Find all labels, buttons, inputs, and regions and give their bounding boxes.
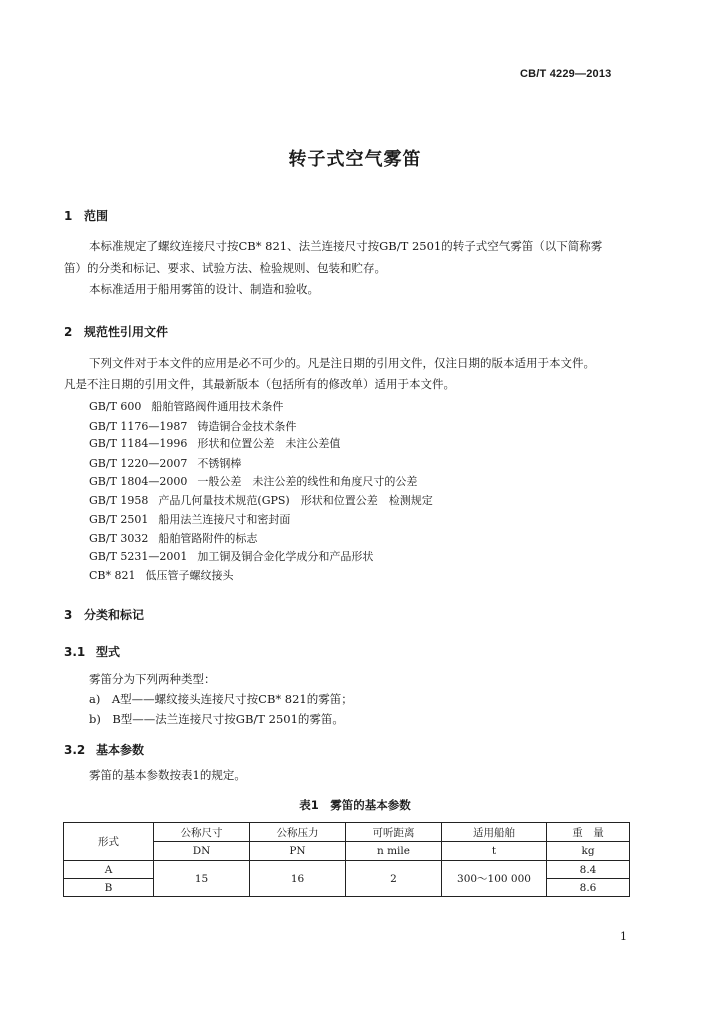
- reference-code: GB/T 3032: [89, 532, 149, 545]
- cell-pn: 16: [250, 861, 346, 897]
- params-intro: 雾笛的基本参数按表1的规定。: [89, 768, 246, 782]
- page-number: 1: [620, 930, 627, 943]
- cell-ship: 300～100 000: [442, 861, 547, 897]
- reference-item: [89, 492, 433, 508]
- cell-dn: 15: [154, 861, 250, 897]
- table-caption: 表1 雾笛的基本参数: [299, 798, 411, 812]
- header-dn: 公称尺寸: [154, 823, 250, 842]
- reference-item: [89, 530, 257, 546]
- unit-ship: t: [442, 842, 547, 861]
- table-row: [64, 861, 630, 879]
- reference-code: GB/T 2501: [89, 513, 149, 526]
- reference-item: [89, 435, 340, 451]
- reference-item: [89, 567, 234, 583]
- section-title: 基本参数: [96, 743, 145, 757]
- header-form: 形式: [64, 823, 154, 861]
- section-3-2-heading: [64, 741, 144, 758]
- section-title: 型式: [96, 645, 121, 659]
- unit-dn: DN: [154, 842, 250, 861]
- unit-pn: PN: [250, 842, 346, 861]
- reference-code: GB/T 1176—1987: [89, 420, 188, 433]
- header-weight: 重 量: [547, 823, 630, 842]
- reference-code: GB/T 600: [89, 400, 142, 413]
- reference-item: [89, 473, 417, 489]
- section-title: 范围: [84, 209, 109, 223]
- references-intro-line2: 凡是不注日期的引用文件，其最新版本（包括所有的修改单）适用于本文件。: [64, 377, 455, 391]
- reference-name: 船用法兰连接尺寸和密封面: [158, 513, 291, 526]
- section-title: 规范性引用文件: [84, 325, 169, 339]
- reference-code: GB/T 5231—2001: [89, 550, 188, 563]
- section-number: 3.2: [64, 743, 86, 757]
- parameters-table: [63, 822, 630, 897]
- reference-code: GB/T 1804—2000: [89, 475, 188, 488]
- table-header-row: [64, 823, 630, 842]
- reference-name: 产品几何量技术规范(GPS) 形状和位置公差 检测规定: [158, 494, 433, 507]
- type-a-item: a) A型——螺纹接头连接尺寸按CB* 821的雾笛；: [89, 692, 353, 706]
- section-2-heading: [64, 323, 168, 340]
- reference-name: 船舶管路阀件通用技术条件: [151, 400, 284, 413]
- cell-form: A: [64, 861, 154, 879]
- reference-item: [89, 455, 241, 471]
- reference-name: 船舶管路附件的标志: [158, 532, 258, 545]
- scope-paragraph-line2: 笛）的分类和标记、要求、试验方法、检验规则、包装和贮存。: [64, 261, 386, 275]
- scope-paragraph-2: 本标准适用于船用雾笛的设计、制造和验收。: [89, 282, 319, 296]
- type-b-item: b) B型——法兰连接尺寸按GB/T 2501的雾笛。: [89, 712, 344, 726]
- reference-code: CB* 821: [89, 569, 136, 582]
- section-number: 1: [64, 209, 73, 223]
- unit-weight: kg: [547, 842, 630, 861]
- reference-code: GB/T 1958: [89, 494, 149, 507]
- header-pn: 公称压力: [250, 823, 346, 842]
- cell-range: 2: [346, 861, 442, 897]
- section-3-heading: [64, 606, 144, 623]
- reference-code: GB/T 1220—2007: [89, 457, 188, 470]
- section-number: 2: [64, 325, 73, 339]
- cell-weight: 8.4: [547, 861, 630, 879]
- reference-item: [89, 548, 373, 564]
- references-intro-line1: 下列文件对于本文件的应用是必不可少的。凡是注日期的引用文件，仅注日期的版本适用于本文件。: [89, 356, 595, 370]
- reference-name: 铸造铜合金技术条件: [197, 420, 297, 433]
- header-ship: 适用船舶: [442, 823, 547, 842]
- reference-name: 加工铜及铜合金化学成分和产品形状: [197, 550, 374, 563]
- scope-paragraph-line1: 本标准规定了螺纹连接尺寸按CB* 821、法兰连接尺寸按GB/T 2501的转子式空气雾笛（以下简称雾: [89, 239, 603, 253]
- section-number: 3.1: [64, 645, 86, 659]
- section-title: 分类和标记: [84, 608, 145, 622]
- reference-item: [89, 418, 296, 434]
- reference-name: 低压管子螺纹接头: [145, 569, 234, 582]
- reference-item: [89, 398, 283, 414]
- section-1-heading: [64, 207, 108, 224]
- reference-name: 不锈钢棒: [197, 457, 242, 470]
- cell-form: B: [64, 879, 154, 897]
- unit-range: n mile: [346, 842, 442, 861]
- cell-weight: 8.6: [547, 879, 630, 897]
- header-range: 可听距离: [346, 823, 442, 842]
- section-number: 3: [64, 608, 73, 622]
- document-title: 转子式空气雾笛: [288, 149, 422, 170]
- section-3-1-heading: [64, 643, 120, 660]
- standard-code: CB/T 4229—2013: [520, 68, 612, 80]
- reference-code: GB/T 1184—1996: [89, 437, 188, 450]
- reference-name: 形状和位置公差 未注公差值: [197, 437, 341, 450]
- types-intro: 雾笛分为下列两种类型：: [89, 672, 216, 686]
- reference-item: [89, 511, 290, 527]
- reference-name: 一般公差 未注公差的线性和角度尺寸的公差: [197, 475, 418, 488]
